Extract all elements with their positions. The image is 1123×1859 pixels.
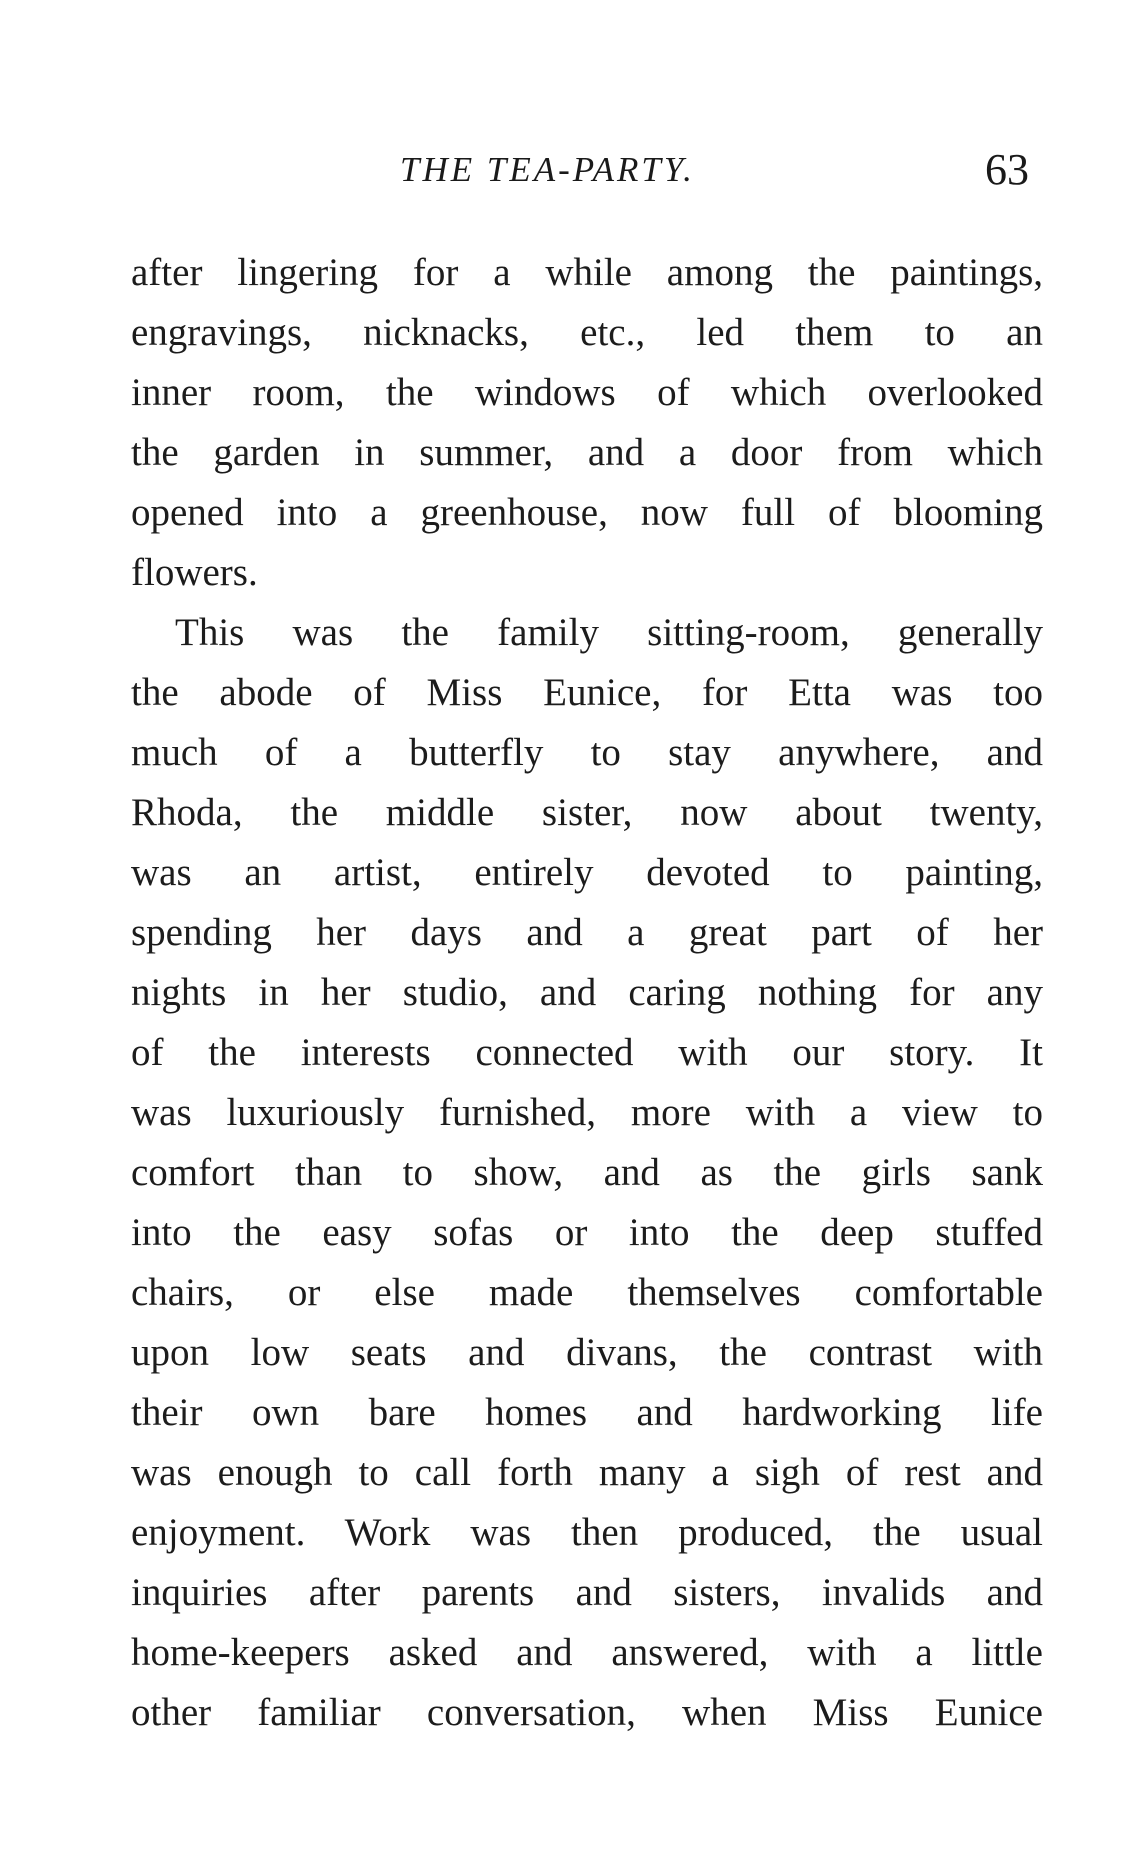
text-line: into the easy sofas or into the deep stuffed: [131, 1211, 1043, 1254]
text-line: other familiar conversation, when Miss Eunice: [131, 1691, 1043, 1734]
text-line: the garden in summer, and a door from which: [131, 431, 1043, 474]
text-line: inner room, the windows of which overlooked: [131, 371, 1043, 414]
page-header: [0, 145, 1123, 208]
text-line: was enough to call forth many a sigh of rest and: [131, 1451, 1043, 1494]
text-line: the abode of Miss Eunice, for Etta was too: [131, 671, 1043, 714]
text-line: opened into a greenhouse, now full of blooming: [131, 491, 1043, 534]
text-line: chairs, or else made themselves comfortable: [131, 1271, 1043, 1314]
text-line: much of a butterfly to stay anywhere, and: [131, 731, 1043, 774]
text-line: spending her days and a great part of her: [131, 911, 1043, 954]
text-line: of the interests connected with our story. It: [131, 1031, 1043, 1074]
paragraph-1: [131, 243, 1043, 603]
text-line: inquiries after parents and sisters, invalids and: [131, 1571, 1043, 1614]
text-line: enjoyment. Work was then produced, the usual: [131, 1511, 1043, 1554]
body-text: [131, 243, 1043, 1743]
text-line: This was the family sitting-room, generally: [175, 611, 1043, 654]
text-line: engravings, nicknacks, etc., led them to an: [131, 311, 1043, 354]
text-line: comfort than to show, and as the girls sank: [131, 1151, 1043, 1194]
text-line: nights in her studio, and caring nothing for any: [131, 971, 1043, 1014]
paragraph-2: [131, 603, 1043, 1743]
text-line: upon low seats and divans, the contrast with: [131, 1331, 1043, 1374]
text-line: after lingering for a while among the paintings,: [131, 251, 1043, 294]
page-number: 63: [985, 145, 1029, 194]
text-line: their own bare homes and hardworking life: [131, 1391, 1043, 1434]
text-line: Rhoda, the middle sister, now about twenty,: [131, 791, 1043, 834]
text-line: home-keepers asked and answered, with a little: [131, 1631, 1043, 1674]
text-line: flowers.: [131, 551, 258, 594]
text-line: was luxuriously furnished, more with a view to: [131, 1091, 1043, 1134]
text-line: was an artist, entirely devoted to painting,: [131, 851, 1043, 894]
running-title: THE TEA-PARTY.: [400, 150, 695, 189]
